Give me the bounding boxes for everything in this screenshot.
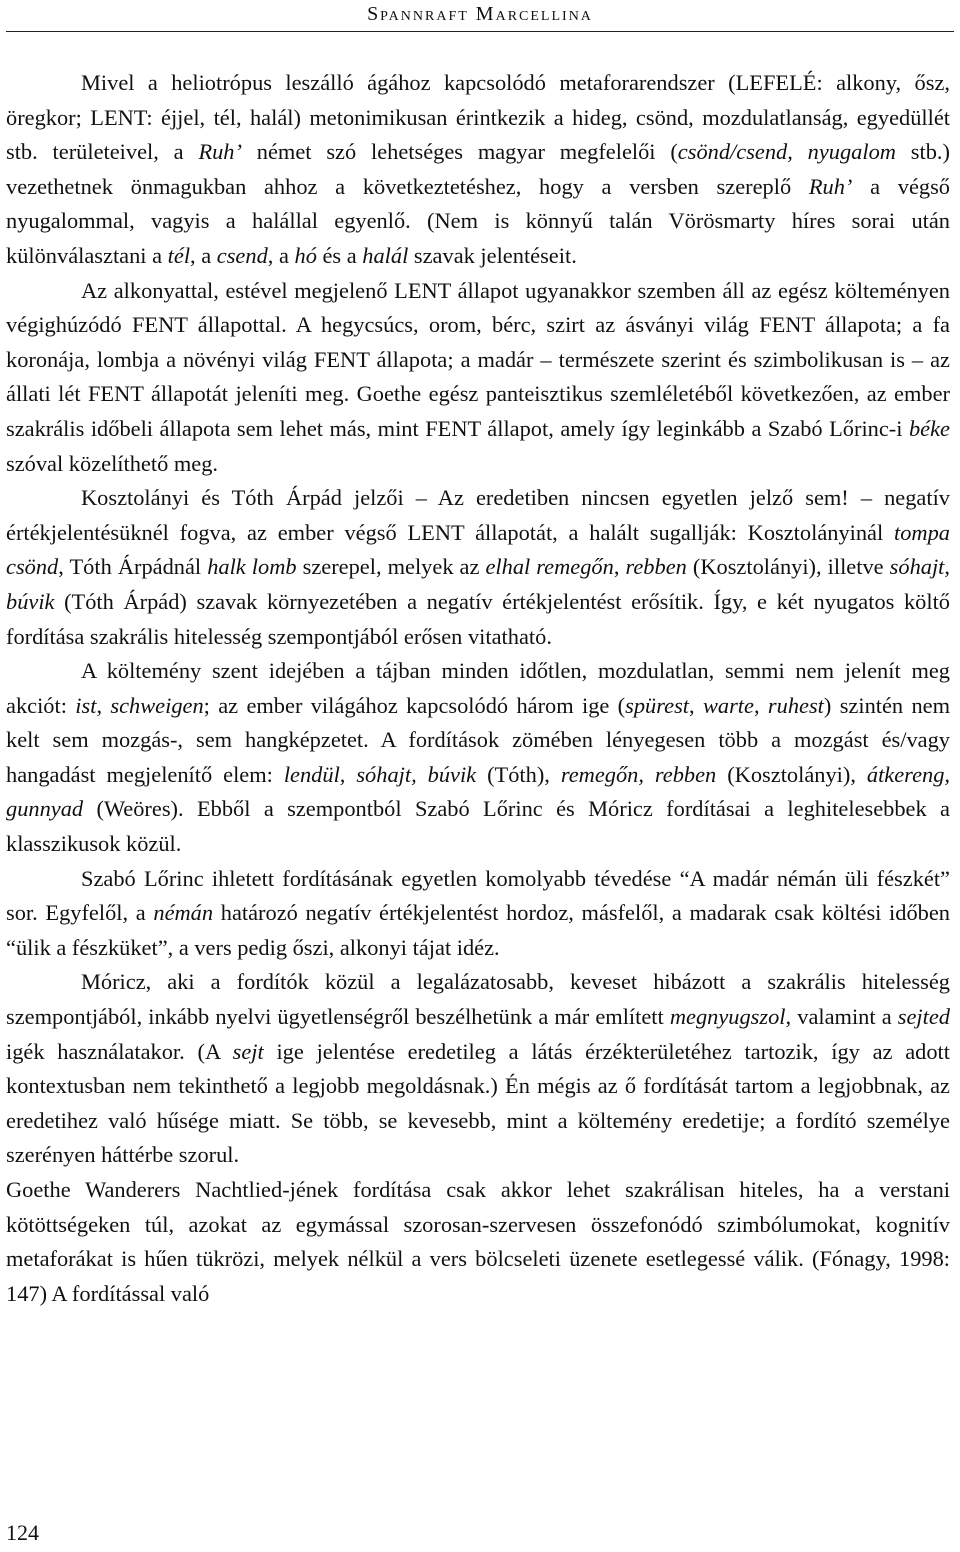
text-run: Az alkonyattal, estével megjelenő LENT állapot ugyanakkor szemben áll az egész költeményen végighúzódó FENT állapottal. A hegycsúcs, orom, bérc, szirt az ásványi világ FENT állapota; a fa koronája, lombja a növényi világ FENT állapota; a madár – természete szerint és szimbolikusan is – az állati lét FENT állapotát jeleníti meg. Goethe egész panteisztikus szemléletéből következően, az ember szakrális időbeli állapota sem lehet más, mint FENT állapot, amely így leginkább a Szabó Lőrinc-i [6,277,950,441]
text-run: , Tóth Árpádnál [58,554,208,580]
running-head-title: Spannraft Marcellina [367,3,593,25]
text-run: , [944,554,951,580]
italic-run: béke [908,415,950,441]
text-run: szavak jelentéseit. [408,242,577,268]
italic-run: sóhajt [889,554,945,580]
italic-run: némán [153,900,214,926]
italic-run: átkereng, gunnyad [6,761,950,822]
italic-run: ist [75,692,97,718]
body-text [6,66,950,1311]
text-run: A költemény szent idejében a tájban minden időtlen, mozdulatlan, semmi nem jelenít meg akciót: [6,658,950,718]
italic-run: Ruh’ [198,139,242,165]
italic-run: halál [362,242,409,268]
italic-run: spürest [625,692,689,718]
paragraph [6,862,950,966]
italic-run: lendül, sóhajt, búvik [283,761,477,787]
italic-run: warte [702,692,754,718]
italic-run: halk lomb [207,554,297,580]
text-run: ; az ember világához kapcsolódó három ige ( [203,692,626,718]
paragraph [6,1173,950,1311]
text-run: (Tóth Árpád) szavak környezetében a negatív értékjelentést erősítik. Így, e két nyugatos költő fordítása szakrális hitelesség szempontjából erősen vitatható. [6,588,950,649]
paragraph [6,965,950,1173]
paragraph [6,654,950,862]
italic-run: schweigen [110,692,204,718]
text-run: , [96,692,111,718]
text-run: Kosztolányi és Tóth Árpád jelzői – Az eredetiben nincsen egyetlen jelző sem! – negatív értékjelentésüknél fogva, az ember végső LENT állapotát, a halált sugallják: Kosztolányinál [6,485,950,545]
text-run: (Kosztolányi), illetve [686,554,890,580]
text-run: Goethe Wanderers Nachtlied-jének fordítása csak akkor lehet szakrálisan hiteles, ha a verstani kötöttségeken túl, azokat az egymással szorosan-szervesen összefonódó szimbólumokat, kognitív metaforákat is hűen tükrözi, melyek nélkül a vers bölcseleti üzenete esetlegessé válik. (Fónagy, 1998: 147) A fordítással való [6,1177,950,1306]
text-run: (Kosztolányi), [716,761,867,787]
text-run: stb.) vezethetnek önmagukban ahhoz a következtetéshez, hogy a versben szereplő [6,139,950,199]
text-run: szerepel, melyek az [296,554,486,580]
text-run: , a [267,242,295,268]
text-run: (Weöres). Ebből a szempontból Szabó Lőrinc és Móricz fordításai a leghitelesebbek a klasszikusok közül. [6,796,950,857]
italic-run: ruhest [767,692,824,718]
text-run: , a [190,242,217,268]
text-run: , [689,692,703,718]
text-run: Szabó Lőrinc ihletett fordításának egyetlen komolyabb tévedése “A madár némán üli fészkét” sor. Egyfelől, a [6,865,950,926]
text-run: a végső nyugalommal, vagyis a halállal egyenlő. (Nem is könnyű talán Vörösmarty híres sorai után különválasztani a [6,173,950,268]
text-run: ) szintén nem kelt sem mozgás-, sem hangképzetet. A fordítások zömében lényegesen több a mozgást és/vagy hangadást megjelenítő elem: [6,692,951,787]
text-run: német szó lehetséges magyar megfelelői ( [241,139,678,165]
paragraph [6,274,950,482]
text-run: ige jelentése eredetileg a látás érzékterületéhez tartozik, így az adott kontextusban nem tekinthető a legjobb megoldásnak.) Én mégis az ő fordítását tartom a legjobbnak, az eredetihez való hűsége miatt. Se több, se kevesebb, mint a költemény eredetije; a fordító személye szerényen háttérbe szorul. [6,1038,950,1168]
italic-run: csend [216,242,268,268]
italic-run: búvik [6,588,55,614]
italic-run: tél [167,242,191,268]
italic-run: sejted [897,1004,950,1030]
italic-run: hó [294,242,317,268]
header-rule [6,31,954,32]
text-run: szóval közelíthető meg. [6,450,219,476]
text-run: igék használatakor. (A [6,1038,233,1064]
text-run: Móricz, aki a fordítók közül a legalázatosabb, keveset hibázott a szakrális hitelesség szempontjából, inkább nyelvi ügyetlenségről beszélhetünk a már említett [6,969,950,1030]
italic-run: sejt [232,1038,264,1064]
italic-run: tompa csönd [6,519,950,580]
text-run: és a [316,242,363,268]
text-run: , [753,692,768,718]
italic-run: Ruh’ [808,173,853,199]
text-run: , [613,554,626,580]
text-run: (Tóth), [476,761,561,787]
text-run: , valamint a [785,1004,898,1030]
text-run: Mivel a heliotrópus leszálló ágához kapcsolódó metaforarendszer (LEFELÉ: alkony, ősz, öregkor; LENT: éjjel, tél, halál) metonimikusan érintkezik a hideg, csönd, mozdulatlanság, egyedüllét stb. területeivel, a [6,70,950,165]
italic-run: rebben [625,554,687,580]
page-number: 124 [6,1520,39,1545]
text-run: határozó negatív értékjelentést hordoz, másfelől, a madarak csak költési időben “ülik a fészküket”, a vers pedig őszi, alkonyi tájat idéz. [6,900,951,960]
italic-run: remegőn, rebben [560,761,717,787]
italic-run: elhal remegőn [485,554,614,580]
italic-run: megnyugszol [669,1004,786,1030]
paragraph [6,66,950,274]
italic-run: csönd/csend, nyugalom [677,139,896,165]
paragraph [6,481,950,654]
